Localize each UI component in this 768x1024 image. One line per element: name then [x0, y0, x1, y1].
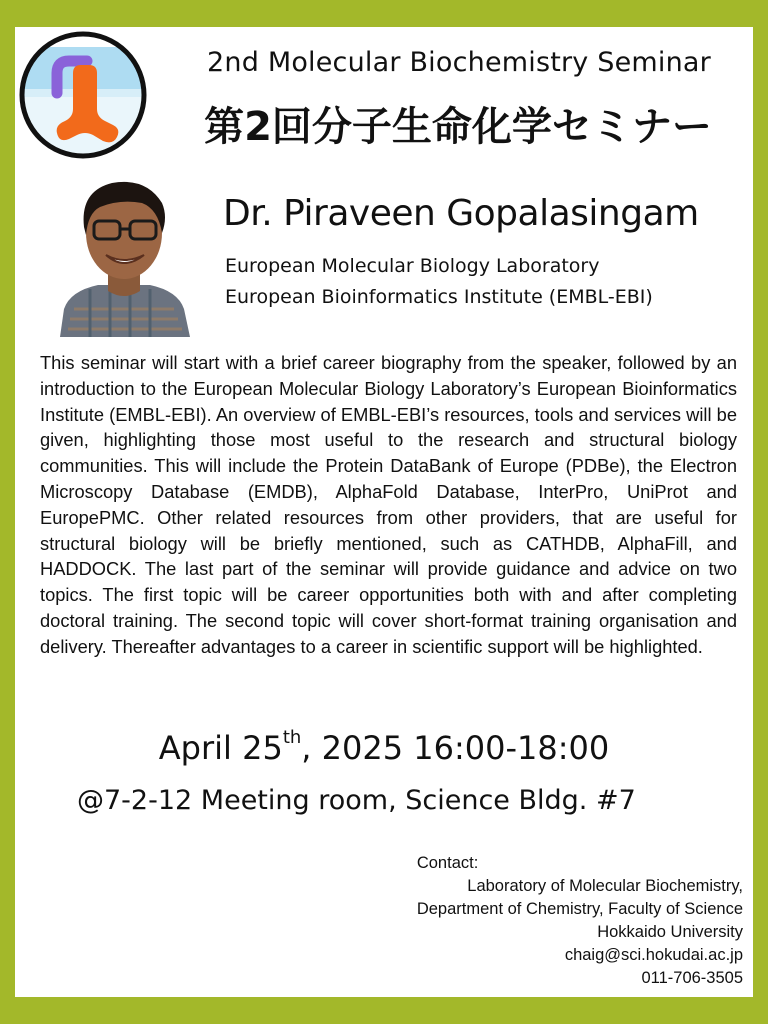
speaker-name: Dr. Piraveen Gopalasingam [223, 193, 699, 234]
seminar-abstract: This seminar will start with a brief career biography from the speaker, followed by an introduction to the European Molecular Biology Laboratory’s European Bioinformatics Institute (EMBL-EBI). An overview of EMBL-EBI’s resources, tools and services will be given, highlighting those most useful to the research and structural biology communities. This will include the Protein DataBank of Europe (PDBe), the Electron Microscopy Database (EMDB), AlphaFold Database, InterPro, UniProt and EuropePMC. Other related resources from other providers, that are useful for structural biology will be briefly mentioned, such as CATHDB, AlphaFill, and HADDOCK. The last part of the seminar will provide guidance and advice on two topics. The first topic will be career opportunities both with and after completing doctoral training. The second topic will cover short-format training organisation and delivery. Thereafter advantages to a career in scientific support will be highlighted. [40, 352, 737, 657]
contact-phone: 011-706-3505 [641, 969, 743, 987]
contact-heading: Contact: [416, 854, 479, 872]
contact-block [417, 852, 743, 990]
speaker-photo [50, 169, 198, 337]
seminar-venue: @7-2-12 Meeting room, Science Bldg. #7 [77, 785, 636, 816]
seminar-logo-icon [17, 29, 149, 161]
seminar-title-japanese: 第2回分子生命化学セミナー [204, 104, 712, 150]
contact-university: Hokkaido University [597, 923, 743, 941]
speaker-affiliation-1: European Molecular Biology Laboratory [225, 255, 600, 277]
date-ordinal: th [282, 727, 302, 748]
seminar-title-english: 2nd Molecular Biochemistry Seminar [207, 47, 711, 78]
contact-lab: Laboratory of Molecular Biochemistry, [467, 877, 743, 895]
date-year-time: , 2025 16:00-18:00 [301, 729, 610, 767]
contact-department: Department of Chemistry, Faculty of Science [416, 900, 743, 918]
seminar-poster [15, 27, 753, 997]
seminar-date [15, 729, 753, 767]
date-day: April 25 [158, 729, 283, 767]
contact-email[interactable]: chaig@sci.hokudai.ac.jp [564, 946, 743, 964]
speaker-affiliation-2: European Bioinformatics Institute (EMBL-EBI) [225, 286, 653, 308]
